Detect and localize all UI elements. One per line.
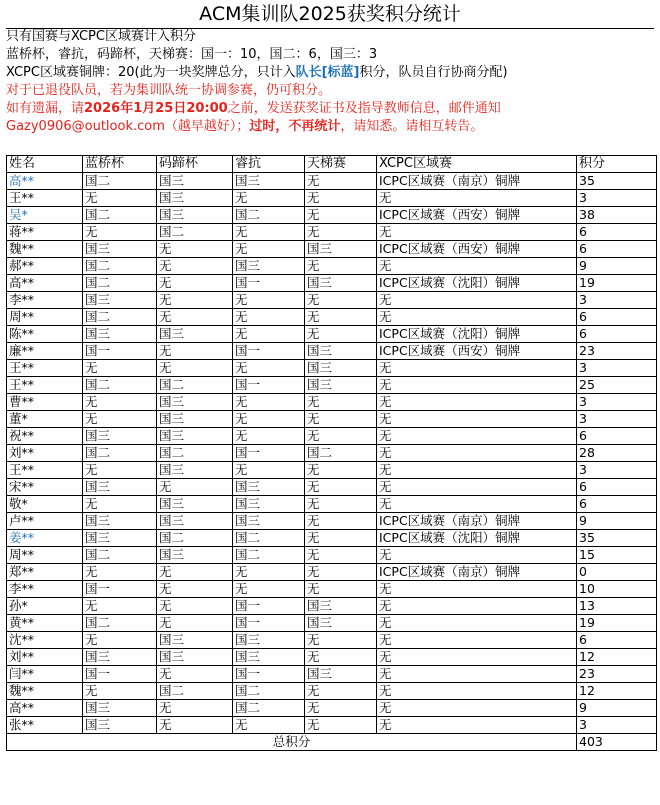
cell-tianti: 无 — [305, 547, 377, 564]
cell-name: 魏** — [7, 241, 83, 258]
cell-mati: 无 — [157, 564, 233, 581]
cell-lanqiao: 国三 — [83, 717, 157, 734]
table-row — [7, 462, 657, 479]
cell-mati: 无 — [157, 700, 233, 717]
note-line-3 — [6, 64, 654, 82]
cell-score: 6 — [577, 428, 657, 445]
cell-name: 卢** — [7, 513, 83, 530]
cell-mati: 无 — [157, 343, 233, 360]
cell-ruikang: 国一 — [233, 343, 305, 360]
cell-score: 3 — [577, 717, 657, 734]
table-row — [7, 598, 657, 615]
cell-ruikang: 无 — [233, 224, 305, 241]
table-row — [7, 479, 657, 496]
cell-name: 刘** — [7, 649, 83, 666]
cell-mati: 无 — [157, 258, 233, 275]
cell-lanqiao: 国二 — [83, 173, 157, 190]
cell-mati: 无 — [157, 292, 233, 309]
note-line-6-a: Gazy0906@outlook.com（越早越好）； — [6, 119, 250, 134]
cell-lanqiao: 无 — [83, 598, 157, 615]
cell-mati: 国二 — [157, 224, 233, 241]
table-body — [7, 173, 657, 734]
cell-xcpc: 无 — [377, 309, 577, 326]
table-row — [7, 241, 657, 258]
table-row — [7, 428, 657, 445]
cell-mati: 无 — [157, 581, 233, 598]
cell-lanqiao: 无 — [83, 683, 157, 700]
table-row — [7, 615, 657, 632]
cell-name: 郑** — [7, 564, 83, 581]
cell-ruikang: 无 — [233, 581, 305, 598]
cell-ruikang: 国三 — [233, 258, 305, 275]
table-row — [7, 513, 657, 530]
cell-mati: 国三 — [157, 428, 233, 445]
cell-name: 周** — [7, 309, 83, 326]
table-row — [7, 207, 657, 224]
cell-mati: 国二 — [157, 683, 233, 700]
cell-tianti: 无 — [305, 258, 377, 275]
cell-score: 12 — [577, 683, 657, 700]
table-row — [7, 649, 657, 666]
cell-mati: 国三 — [157, 632, 233, 649]
cell-score: 9 — [577, 258, 657, 275]
table-row — [7, 530, 657, 547]
table-row — [7, 309, 657, 326]
note-line-1: 只有国赛与XCPC区域赛计入积分 — [6, 29, 196, 44]
cell-lanqiao: 国二 — [83, 275, 157, 292]
cell-xcpc: 无 — [377, 547, 577, 564]
cell-tianti: 无 — [305, 649, 377, 666]
cell-ruikang: 无 — [233, 564, 305, 581]
cell-ruikang: 国三 — [233, 496, 305, 513]
cell-mati: 国三 — [157, 207, 233, 224]
header-xcpc: XCPC区域赛 — [377, 156, 577, 173]
cell-mati: 国三 — [157, 190, 233, 207]
cell-tianti: 无 — [305, 530, 377, 547]
cell-lanqiao: 无 — [83, 224, 157, 241]
cell-xcpc: 无 — [377, 428, 577, 445]
cell-lanqiao: 国一 — [83, 666, 157, 683]
cell-ruikang: 无 — [233, 190, 305, 207]
cell-name: 蒋** — [7, 224, 83, 241]
cell-lanqiao: 国三 — [83, 700, 157, 717]
header-name: 姓名 — [7, 156, 83, 173]
table-row — [7, 411, 657, 428]
cell-mati: 无 — [157, 309, 233, 326]
header-ruikang: 睿抗 — [233, 156, 305, 173]
cell-name: 高** — [7, 275, 83, 292]
table-row — [7, 326, 657, 343]
cell-tianti: 无 — [305, 581, 377, 598]
cell-score: 19 — [577, 275, 657, 292]
cell-ruikang: 无 — [233, 241, 305, 258]
cell-tianti: 无 — [305, 326, 377, 343]
cell-lanqiao: 国三 — [83, 479, 157, 496]
cell-lanqiao: 无 — [83, 632, 157, 649]
table-row — [7, 445, 657, 462]
cell-tianti: 无 — [305, 394, 377, 411]
cell-lanqiao: 国二 — [83, 445, 157, 462]
cell-xcpc: 无 — [377, 700, 577, 717]
cell-lanqiao: 国三 — [83, 530, 157, 547]
cell-score: 3 — [577, 394, 657, 411]
cell-name: 祝** — [7, 428, 83, 445]
cell-tianti: 无 — [305, 428, 377, 445]
cell-tianti: 无 — [305, 207, 377, 224]
cell-score: 3 — [577, 360, 657, 377]
cell-xcpc: ICPC区域赛（西安）铜牌 — [377, 241, 577, 258]
note-line-5-c: 之前，发送获奖证书及指导教师信息，邮件通知 — [227, 101, 501, 116]
cell-score: 3 — [577, 190, 657, 207]
cell-ruikang: 国一 — [233, 666, 305, 683]
cell-score: 13 — [577, 598, 657, 615]
cell-score: 6 — [577, 479, 657, 496]
cell-tianti: 国三 — [305, 360, 377, 377]
cell-tianti: 国三 — [305, 377, 377, 394]
cell-ruikang: 无 — [233, 428, 305, 445]
table-row — [7, 547, 657, 564]
cell-tianti: 国二 — [305, 445, 377, 462]
cell-ruikang: 无 — [233, 292, 305, 309]
cell-ruikang: 无 — [233, 326, 305, 343]
table-row — [7, 173, 657, 190]
cell-ruikang: 国二 — [233, 547, 305, 564]
cell-name: 陈** — [7, 326, 83, 343]
header-score: 积分 — [577, 156, 657, 173]
notes-block — [6, 28, 654, 136]
cell-lanqiao: 无 — [83, 462, 157, 479]
cell-ruikang: 无 — [233, 717, 305, 734]
cell-name: 郝** — [7, 258, 83, 275]
cell-mati: 无 — [157, 598, 233, 615]
cell-tianti: 无 — [305, 683, 377, 700]
table-row — [7, 496, 657, 513]
cell-lanqiao: 无 — [83, 411, 157, 428]
table-row — [7, 700, 657, 717]
cell-name: 周** — [7, 547, 83, 564]
cell-xcpc: 无 — [377, 445, 577, 462]
cell-score: 19 — [577, 615, 657, 632]
cell-ruikang: 国二 — [233, 683, 305, 700]
cell-tianti: 无 — [305, 309, 377, 326]
cell-xcpc: ICPC区域赛（西安）铜牌 — [377, 343, 577, 360]
table-header-row — [7, 156, 657, 173]
cell-xcpc: 无 — [377, 377, 577, 394]
cell-xcpc: ICPC区域赛（南京）铜牌 — [377, 564, 577, 581]
cell-lanqiao: 国三 — [83, 513, 157, 530]
cell-score: 23 — [577, 343, 657, 360]
cell-xcpc: 无 — [377, 615, 577, 632]
cell-tianti: 国三 — [305, 275, 377, 292]
total-value: 403 — [577, 734, 657, 751]
cell-tianti: 无 — [305, 700, 377, 717]
table-row — [7, 564, 657, 581]
note-line-2: 蓝桥杯，睿抗，码蹄杯，天梯赛：国一：10，国二：6，国三：3 — [6, 47, 378, 62]
cell-score: 10 — [577, 581, 657, 598]
cell-xcpc: 无 — [377, 462, 577, 479]
cell-tianti: 无 — [305, 462, 377, 479]
page-title: ACM集训队2025获奖积分统计 — [6, 0, 654, 29]
cell-xcpc: 无 — [377, 224, 577, 241]
cell-name: 刘** — [7, 445, 83, 462]
cell-score: 15 — [577, 547, 657, 564]
cell-mati: 国二 — [157, 377, 233, 394]
cell-score: 25 — [577, 377, 657, 394]
cell-mati: 无 — [157, 666, 233, 683]
cell-xcpc: ICPC区域赛（南京）铜牌 — [377, 173, 577, 190]
cell-tianti: 无 — [305, 496, 377, 513]
cell-ruikang: 无 — [233, 462, 305, 479]
cell-lanqiao: 无 — [83, 496, 157, 513]
cell-lanqiao: 无 — [83, 564, 157, 581]
cell-name: 孙* — [7, 598, 83, 615]
cell-xcpc: 无 — [377, 190, 577, 207]
cell-ruikang: 国二 — [233, 530, 305, 547]
cell-tianti: 无 — [305, 190, 377, 207]
cell-score: 9 — [577, 700, 657, 717]
cell-name: 沈** — [7, 632, 83, 649]
cell-tianti: 无 — [305, 479, 377, 496]
cell-xcpc: 无 — [377, 479, 577, 496]
cell-lanqiao: 国二 — [83, 309, 157, 326]
note-line-3-c: 积分，队员自行协商分配) — [359, 65, 508, 80]
note-line-5 — [6, 100, 654, 118]
cell-lanqiao: 国二 — [83, 258, 157, 275]
cell-tianti: 国三 — [305, 666, 377, 683]
cell-xcpc: 无 — [377, 581, 577, 598]
table-row — [7, 666, 657, 683]
cell-name: 曹** — [7, 394, 83, 411]
header-tianti: 天梯赛 — [305, 156, 377, 173]
cell-xcpc: ICPC区域赛（沈阳）铜牌 — [377, 326, 577, 343]
note-line-5-a: 如有遗漏，请 — [6, 101, 85, 116]
cell-lanqiao: 国三 — [83, 292, 157, 309]
cell-name: 魏** — [7, 683, 83, 700]
cell-score: 6 — [577, 309, 657, 326]
cell-name: 姜** — [7, 530, 83, 547]
cell-name: 王** — [7, 190, 83, 207]
cell-xcpc: 无 — [377, 292, 577, 309]
cell-name: 高** — [7, 700, 83, 717]
cell-name: 王** — [7, 462, 83, 479]
table-row — [7, 275, 657, 292]
no-late-text: 过时，不再统计 — [249, 119, 341, 134]
cell-ruikang: 国一 — [233, 615, 305, 632]
note-line-3-a: XCPC区域赛铜牌：20(此为一块奖牌总分，只计入 — [6, 65, 296, 80]
cell-name: 李** — [7, 581, 83, 598]
cell-mati: 国三 — [157, 411, 233, 428]
cell-lanqiao: 无 — [83, 360, 157, 377]
score-table — [6, 155, 657, 751]
cell-tianti: 国三 — [305, 343, 377, 360]
cell-mati: 无 — [157, 275, 233, 292]
cell-name: 闫** — [7, 666, 83, 683]
cell-xcpc: 无 — [377, 394, 577, 411]
cell-ruikang: 国一 — [233, 377, 305, 394]
header-lanqiao: 蓝桥杯 — [83, 156, 157, 173]
cell-score: 12 — [577, 649, 657, 666]
cell-xcpc: 无 — [377, 649, 577, 666]
cell-lanqiao: 无 — [83, 394, 157, 411]
cell-score: 35 — [577, 530, 657, 547]
note-line-4: 对于已退役队员，若为集训队统一协调参赛，仍可积分。 — [6, 83, 332, 98]
cell-ruikang: 国三 — [233, 632, 305, 649]
cell-mati: 国三 — [157, 547, 233, 564]
cell-name: 宋** — [7, 479, 83, 496]
cell-lanqiao: 国三 — [83, 241, 157, 258]
cell-mati: 国二 — [157, 530, 233, 547]
deadline-text: 2026年1月25日20:00 — [84, 101, 228, 116]
table-row — [7, 683, 657, 700]
cell-tianti: 无 — [305, 292, 377, 309]
cell-mati: 国三 — [157, 462, 233, 479]
cell-ruikang: 国一 — [233, 275, 305, 292]
cell-mati: 无 — [157, 615, 233, 632]
cell-ruikang: 国二 — [233, 700, 305, 717]
cell-ruikang: 国三 — [233, 479, 305, 496]
cell-lanqiao: 无 — [83, 190, 157, 207]
cell-mati: 无 — [157, 360, 233, 377]
note-line-6 — [6, 118, 654, 136]
cell-mati: 无 — [157, 717, 233, 734]
cell-xcpc: 无 — [377, 360, 577, 377]
table-row — [7, 292, 657, 309]
cell-score: 9 — [577, 513, 657, 530]
cell-lanqiao: 国二 — [83, 207, 157, 224]
table-row — [7, 258, 657, 275]
cell-name: 高** — [7, 173, 83, 190]
cell-score: 23 — [577, 666, 657, 683]
cell-score: 3 — [577, 411, 657, 428]
cell-mati: 国三 — [157, 326, 233, 343]
cell-xcpc: 无 — [377, 598, 577, 615]
cell-xcpc: 无 — [377, 666, 577, 683]
cell-name: 王** — [7, 360, 83, 377]
table-row — [7, 717, 657, 734]
cell-score: 3 — [577, 292, 657, 309]
note-line-6-c: ，请知悉。请相互转告。 — [340, 119, 484, 134]
cell-xcpc: 无 — [377, 683, 577, 700]
cell-xcpc: 无 — [377, 496, 577, 513]
cell-mati: 国三 — [157, 513, 233, 530]
cell-xcpc: ICPC区域赛（沈阳）铜牌 — [377, 530, 577, 547]
cell-lanqiao: 国一 — [83, 343, 157, 360]
cell-xcpc: ICPC区域赛（西安）铜牌 — [377, 207, 577, 224]
total-row — [7, 734, 657, 751]
cell-ruikang: 国一 — [233, 598, 305, 615]
table-row — [7, 632, 657, 649]
cell-name: 董* — [7, 411, 83, 428]
cell-lanqiao: 国二 — [83, 547, 157, 564]
cell-lanqiao: 国三 — [83, 428, 157, 445]
cell-tianti: 无 — [305, 173, 377, 190]
cell-mati: 国三 — [157, 649, 233, 666]
cell-lanqiao: 国三 — [83, 326, 157, 343]
cell-lanqiao: 国二 — [83, 377, 157, 394]
cell-tianti: 无 — [305, 513, 377, 530]
cell-score: 3 — [577, 462, 657, 479]
cell-xcpc: 无 — [377, 411, 577, 428]
cell-score: 0 — [577, 564, 657, 581]
cell-mati: 无 — [157, 241, 233, 258]
cell-ruikang: 国一 — [233, 445, 305, 462]
captain-highlight-text: 队长[标蓝] — [295, 65, 360, 80]
cell-lanqiao: 国三 — [83, 649, 157, 666]
cell-tianti: 无 — [305, 564, 377, 581]
table-row — [7, 224, 657, 241]
cell-score: 6 — [577, 326, 657, 343]
cell-xcpc: 无 — [377, 717, 577, 734]
cell-tianti: 国三 — [305, 598, 377, 615]
cell-score: 6 — [577, 224, 657, 241]
cell-ruikang: 国三 — [233, 649, 305, 666]
cell-xcpc: 无 — [377, 258, 577, 275]
table-row — [7, 360, 657, 377]
cell-xcpc: 无 — [377, 632, 577, 649]
cell-ruikang: 国二 — [233, 207, 305, 224]
cell-tianti: 无 — [305, 224, 377, 241]
cell-name: 王** — [7, 377, 83, 394]
table-row — [7, 581, 657, 598]
cell-name: 敬* — [7, 496, 83, 513]
table-row — [7, 377, 657, 394]
total-label: 总积分 — [7, 734, 577, 751]
cell-ruikang: 无 — [233, 360, 305, 377]
cell-tianti: 无 — [305, 717, 377, 734]
cell-mati: 无 — [157, 479, 233, 496]
cell-mati: 国二 — [157, 445, 233, 462]
cell-mati: 国三 — [157, 173, 233, 190]
cell-score: 28 — [577, 445, 657, 462]
cell-name: 黄** — [7, 615, 83, 632]
cell-mati: 国三 — [157, 496, 233, 513]
cell-score: 6 — [577, 632, 657, 649]
cell-xcpc: ICPC区域赛（沈阳）铜牌 — [377, 275, 577, 292]
cell-mati: 国三 — [157, 394, 233, 411]
cell-name: 李** — [7, 292, 83, 309]
cell-tianti: 无 — [305, 411, 377, 428]
cell-name: 吴* — [7, 207, 83, 224]
cell-lanqiao: 国二 — [83, 615, 157, 632]
cell-name: 廉** — [7, 343, 83, 360]
cell-lanqiao: 国一 — [83, 581, 157, 598]
cell-score: 6 — [577, 496, 657, 513]
cell-tianti: 国三 — [305, 241, 377, 258]
cell-name: 张** — [7, 717, 83, 734]
table-row — [7, 343, 657, 360]
cell-score: 6 — [577, 241, 657, 258]
header-mati: 码蹄杯 — [157, 156, 233, 173]
cell-ruikang: 无 — [233, 411, 305, 428]
cell-ruikang: 国三 — [233, 173, 305, 190]
cell-tianti: 国三 — [305, 615, 377, 632]
cell-ruikang: 无 — [233, 394, 305, 411]
cell-xcpc: ICPC区域赛（南京）铜牌 — [377, 513, 577, 530]
cell-score: 35 — [577, 173, 657, 190]
cell-tianti: 无 — [305, 632, 377, 649]
cell-ruikang: 国三 — [233, 513, 305, 530]
cell-ruikang: 无 — [233, 309, 305, 326]
cell-score: 38 — [577, 207, 657, 224]
table-row — [7, 394, 657, 411]
table-row — [7, 190, 657, 207]
